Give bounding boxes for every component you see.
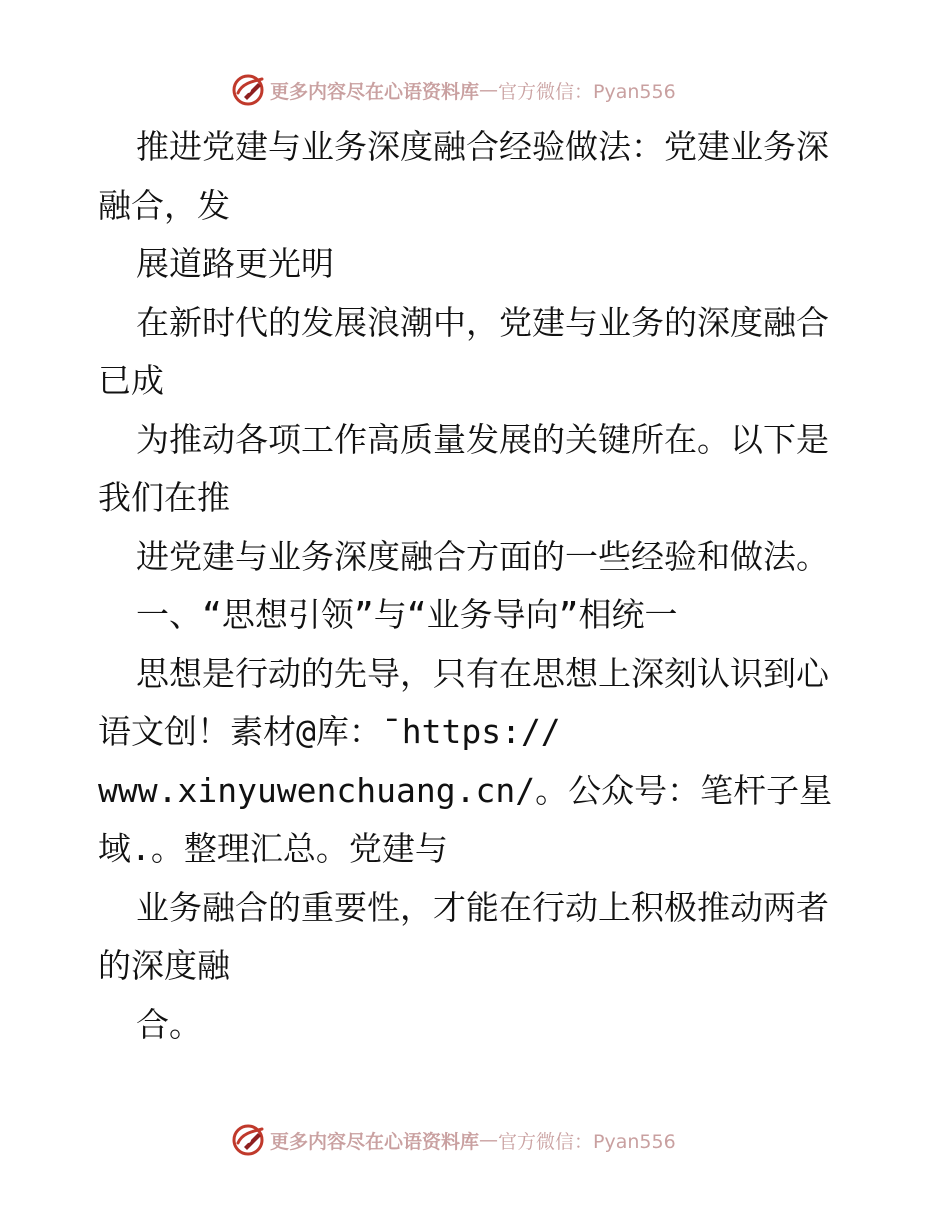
body-line: 思想是行动的先导，只有在思想上深刻认识到心	[136, 653, 829, 693]
body-line: 已成	[98, 361, 164, 400]
footer-dash: —	[479, 1129, 499, 1151]
body-line: 进党建与业务深度融合方面的一些经验和做法。	[136, 536, 829, 576]
body-line: 域.。整理汇总。党建与	[98, 829, 448, 868]
body-line: 展道路更光明	[136, 244, 334, 283]
body-line: 在新时代的发展浪潮中，党建与业务的深度融合	[136, 302, 829, 342]
body-line: 的深度融	[98, 946, 230, 985]
body-line: 我们在推	[98, 478, 230, 517]
body-line: 为推动各项工作高质量发展的关键所在。以下是	[136, 419, 829, 459]
body-line: www.xinyuwenchuang.cn/。公众号：笔杆子星	[98, 770, 833, 810]
body-line-title: 推进党建与业务深度融合经验做法：党建业务深	[136, 127, 829, 166]
body-line: 语文创！素材@库：¯https://	[98, 712, 561, 751]
footer-promo-text: 更多内容尽在心语资料库	[270, 1130, 480, 1153]
header-banner	[232, 72, 676, 108]
footer-wechat-text: 官方微信：Pyan556	[498, 1130, 676, 1153]
body-line: 合。	[136, 1004, 202, 1044]
body-line: 融合，发	[98, 185, 230, 225]
body-line: 业务融合的重要性，才能在行动上积极推动两者	[136, 887, 829, 927]
red-circle-pen-logo-icon	[232, 73, 266, 107]
article-body	[98, 118, 858, 1054]
header-wechat-text: 官方微信：Pyan556	[498, 80, 676, 103]
header-dash: —	[479, 79, 499, 101]
header-promo-text: 更多内容尽在心语资料库	[270, 80, 480, 103]
section-heading: 一、“思想引领”与“业务导向”相统一	[136, 595, 678, 634]
red-circle-pen-logo-icon	[232, 1123, 266, 1157]
footer-banner	[232, 1122, 676, 1158]
